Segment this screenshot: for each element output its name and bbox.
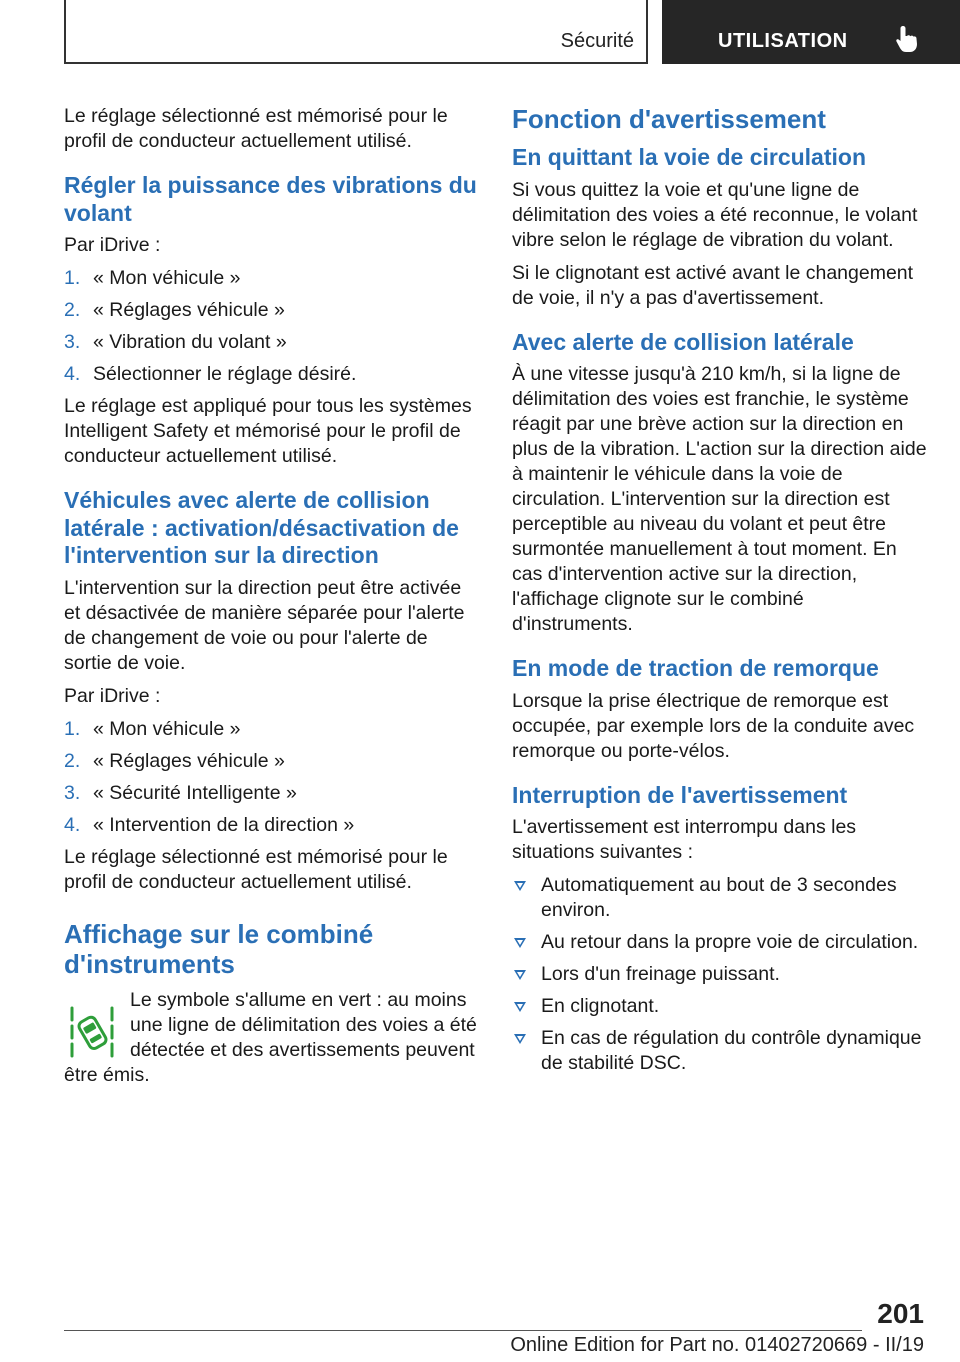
- paragraph-after-steps1: Le réglage est appliqué pour tous les systèmes Intelligent Safety et mémorisé pour le profil de conducteur actuellement utilisé.: [64, 395, 472, 467]
- list-item: Automatiquement au bout de 3 secondes environ.: [512, 873, 928, 923]
- footer-edition: Online Edition for Part no. 01402720669 - II/19: [510, 1334, 924, 1356]
- quittant-paragraph-2: Si le clignotant est activé avant le changement de voie, il n'y a pas d'avertissement.: [512, 261, 914, 309]
- list-item: 3. « Vibration du volant »: [64, 331, 287, 353]
- right-column: [512, 104, 928, 1083]
- list-item: 4. Sélectionner le réglage désiré.: [64, 363, 357, 385]
- header-section-box: [64, 0, 648, 64]
- list-item: En cas de régulation du contrôle dynamique de stabilité DSC.: [512, 1026, 928, 1076]
- footer-divider: [64, 1330, 862, 1331]
- paragraph-after-steps2: Le réglage sélectionné est mémorisé pour le profil de conducteur actuellement utilisé.: [64, 845, 448, 893]
- list-item: 1. « Mon véhicule »: [64, 267, 241, 289]
- heading-vehicules: Véhicules avec alerte de collision latérale : activation/désactivation de l'intervention sur la direction: [64, 487, 459, 568]
- steps-list-vibration: [64, 266, 480, 387]
- interruption-paragraph: L'avertissement est interrompu dans les situations suivantes :: [512, 816, 857, 863]
- alerte-paragraph: À une vitesse jusqu'à 210 km/h, si la ligne de délimitation des voies est franchie, le système réagit par une brève action sur la direction en plus de la vibration. L'action sur la direction aide à maintenir le véhicule dans la voie de circulation. L'intervention sur la direction est perceptible au niveau du volant et peut être surmontée manuellement à tout moment. En cas d'intervention active sur la direction, l'affichage clignote sur le combiné d'instruments.: [512, 363, 927, 635]
- list-item: Lors d'un freinage puissant.: [512, 962, 928, 987]
- heading-quittant: En quittant la voie de circulation: [512, 144, 866, 170]
- triangle-bullet-icon: [514, 970, 526, 980]
- list-item: 2. « Réglages véhicule »: [64, 749, 285, 772]
- header-section-title: Sécurité: [560, 30, 634, 52]
- left-column: [64, 104, 480, 1088]
- list-item: Au retour dans la propre voie de circulation.: [512, 930, 928, 955]
- pointing-hand-icon: [894, 24, 920, 54]
- header-chapter-title: UTILISATION: [718, 30, 848, 52]
- intro-paragraph: Le réglage sélectionné est mémorisé pour le profil de conducteur actuellement utilisé.: [64, 105, 448, 152]
- list-item: 3. « Sécurité Intelligente »: [64, 781, 297, 804]
- triangle-bullet-icon: [514, 881, 526, 891]
- interruption-bullets: [512, 873, 928, 1076]
- heading-interruption: Interruption de l'avertissement: [512, 781, 848, 808]
- list-item: 4. « Intervention de la direction »: [64, 813, 355, 836]
- heading-alerte: Avec alerte de collision latérale: [512, 328, 854, 355]
- idrive-label-2: Par iDrive :: [64, 684, 161, 707]
- triangle-bullet-icon: [514, 1034, 526, 1044]
- triangle-bullet-icon: [514, 938, 526, 948]
- triangle-bullet-icon: [514, 1002, 526, 1012]
- remorque-paragraph: Lorsque la prise électrique de remorque est occupée, par exemple lors de la conduite avec remorque ou porte-vélos.: [512, 689, 915, 762]
- heading-vibration: Régler la puissance des vibrations du volant: [64, 172, 477, 226]
- symbol-text-line: Le symbole s'allume en vert : au moins: [130, 988, 467, 1011]
- heading-affichage: Affichage sur le combiné d'instruments: [64, 918, 374, 979]
- heading-fonction: Fonction d'avertissement: [512, 104, 826, 134]
- list-item: 2. « Réglages véhicule »: [64, 299, 285, 321]
- quittant-paragraph-1: Si vous quittez la voie et qu'une ligne de délimitation des voies a été reconnue, le volant vibre selon le réglage de vibration du volant.: [512, 178, 918, 251]
- list-item: En clignotant.: [512, 994, 928, 1019]
- intervention-paragraph: L'intervention sur la direction peut être activée et désactivée de manière séparée pour l'alerte de changement de voie ou pour l'alerte de sortie de voie.: [64, 576, 465, 674]
- lane-departure-icon: [66, 1000, 118, 1060]
- idrive-label-1: Par iDrive :: [64, 234, 161, 256]
- symbol-text-line: une ligne de délimitation des voies a été: [130, 1013, 477, 1036]
- heading-remorque: En mode de traction de remorque: [512, 655, 879, 681]
- symbol-text-line: détectée et des avertissements peuvent: [130, 1038, 475, 1061]
- header-chapter-box: [662, 0, 960, 64]
- page-number: 201: [877, 1298, 924, 1329]
- list-item: 1. « Mon véhicule »: [64, 717, 241, 740]
- steps-list-intervention: [64, 717, 480, 838]
- symbol-block: [64, 988, 480, 1088]
- symbol-text-last: être émis.: [64, 1063, 150, 1086]
